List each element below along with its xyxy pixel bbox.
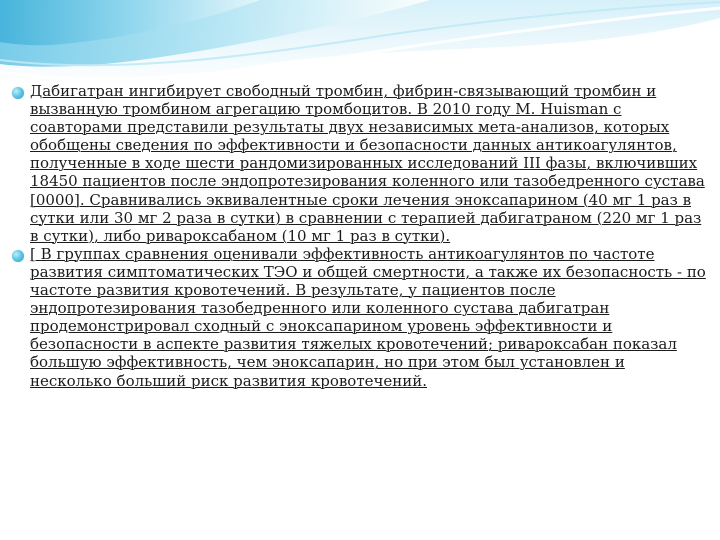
slide-body [10,82,710,390]
bullet-item [10,245,710,390]
bullet-text: Дабигатран ингибирует свободный тромбин, фибрин-связывающий тромбин и вызванную тромбином агрегацию тромбоцитов. В 2010 году M. Huisman с соавторами представили результаты двух независимых мета-анализов, которых обобщены сведения по эффективности и безопасности данных антикоагулянтов, полученные в ходе шести рандомизированных исследований III фазы, включивших 18450 пациентов после эндопротезирования коленного или тазобедренного сустава [0000]. Сравнивались эквивалентные сроки лечения эноксапарином (40 мг 1 раз в сутки или 30 мг 2 раза в сутки) в сравнении с терапией дабигатраном (220 мг 1 раз в сутки), либо ривароксабаном (10 мг 1 раз в сутки). [30,82,705,245]
bullet-item [10,82,710,245]
bullet-dot-icon [12,87,24,99]
bullet-text: [ В группах сравнения оценивали эффективность антикоагулянтов по частоте развития симптоматических ТЭО и общей смертности, а также их безопасность - по частоте развития кровотечений. В результате, у пациентов после эндопротезирования тазобедренного или коленного сустава дабигатран продемонстрировал сходный с эноксапарином уровень эффективности и безопасности в аспекте развития тяжелых кровотечений; ривароксабан показал большую эффективность, чем эноксапарин, но при этом был установлен и несколько больший риск развития кровотечений. [30,244,706,390]
bullet-dot-icon [12,250,24,262]
